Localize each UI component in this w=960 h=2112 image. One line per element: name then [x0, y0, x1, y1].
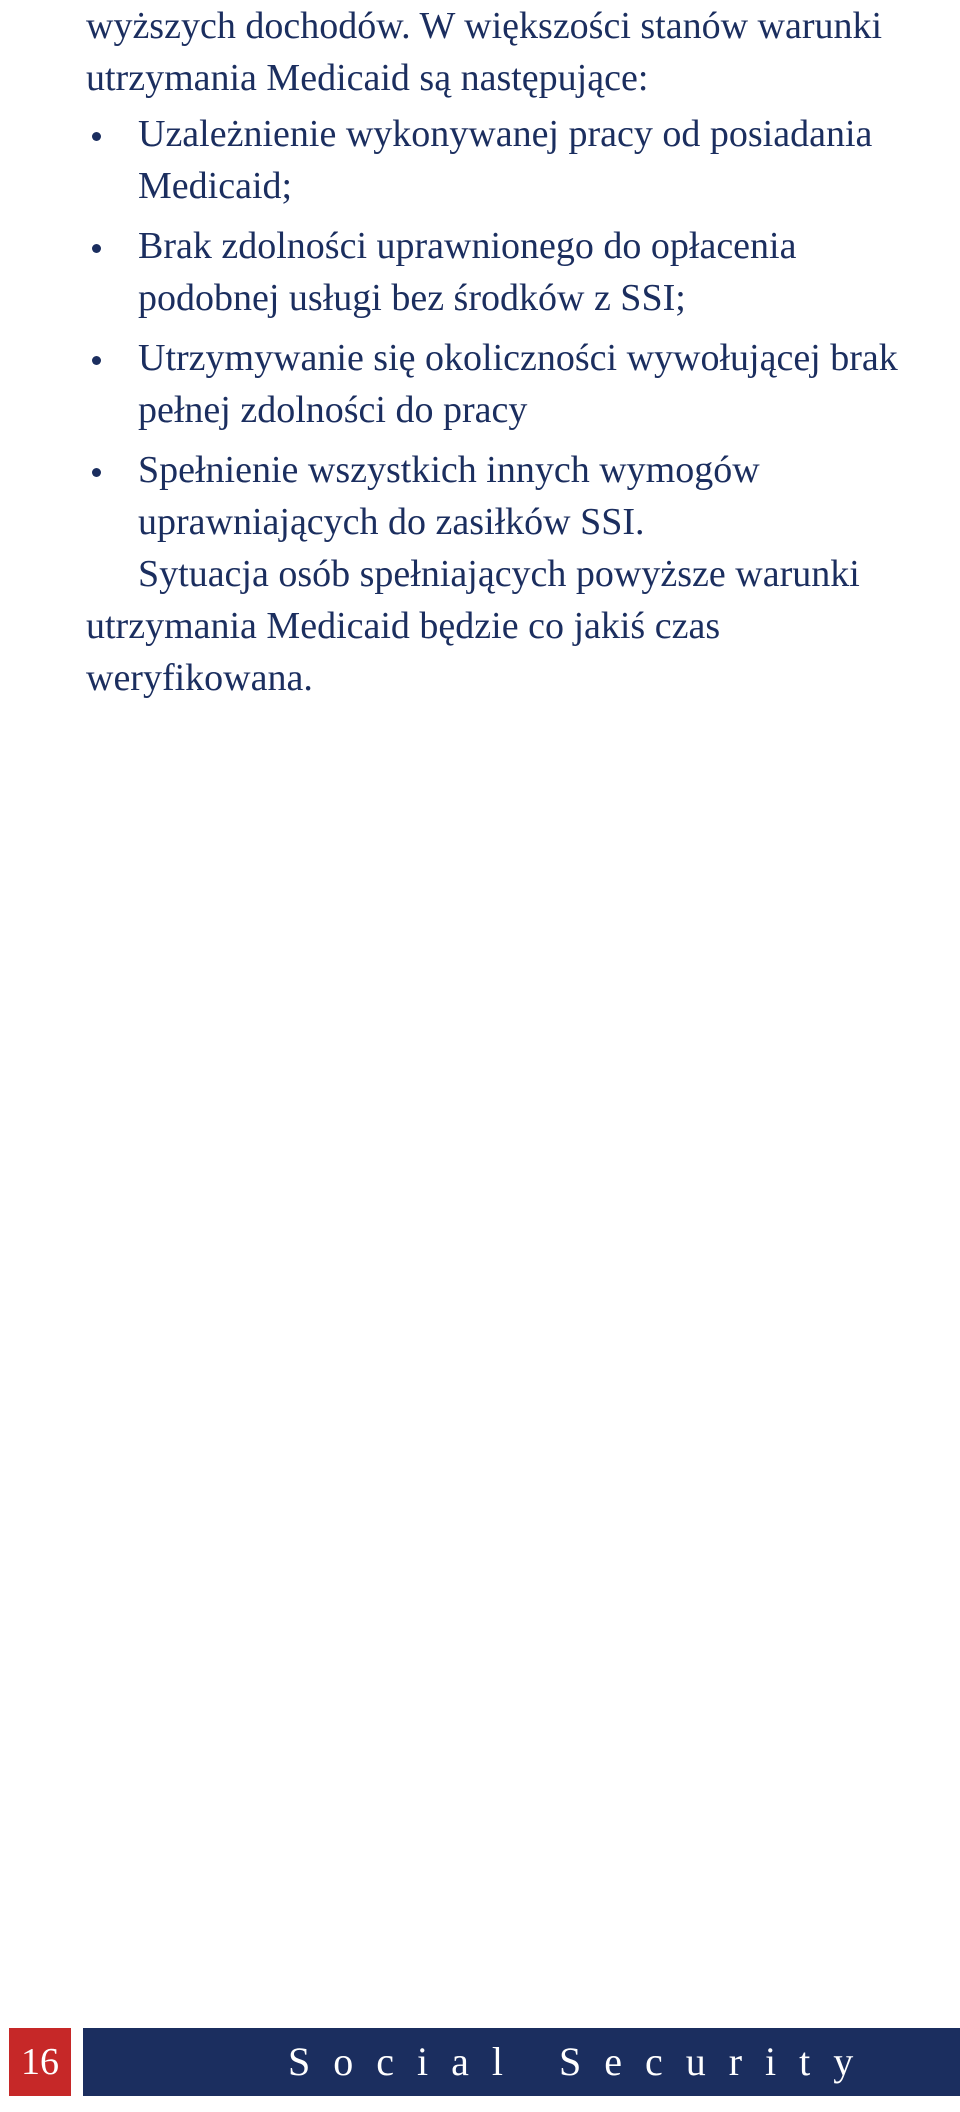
intro-paragraph: wyższych dochodów. W większości stanów warunki utrzymania Medicaid są następujące:	[86, 5, 883, 99]
list-item: Uzależnienie wykonywanej pracy od posiadania Medicaid;	[86, 108, 946, 212]
footer-band	[83, 2028, 960, 2096]
list-item: Brak zdolności uprawnionego do opłacenia podobnej usługi bez środków z SSI;	[86, 220, 946, 324]
conditions-list	[86, 108, 946, 548]
document-body	[86, 0, 946, 704]
footer-title: Social Security	[288, 2039, 877, 2084]
list-item: Spełnienie wszystkich innych wymogów uprawniających do zasiłków SSI.	[86, 444, 946, 548]
page-number: 16	[9, 2028, 71, 2096]
list-item: Utrzymywanie się okoliczności wywołującej brak pełnej zdolności do pracy	[86, 332, 946, 436]
page-footer	[0, 2028, 960, 2096]
closing-paragraph: Sytuacja osób spełniających powyższe warunki utrzymania Medicaid będzie co jakiś czas weryfikowana.	[86, 553, 860, 699]
